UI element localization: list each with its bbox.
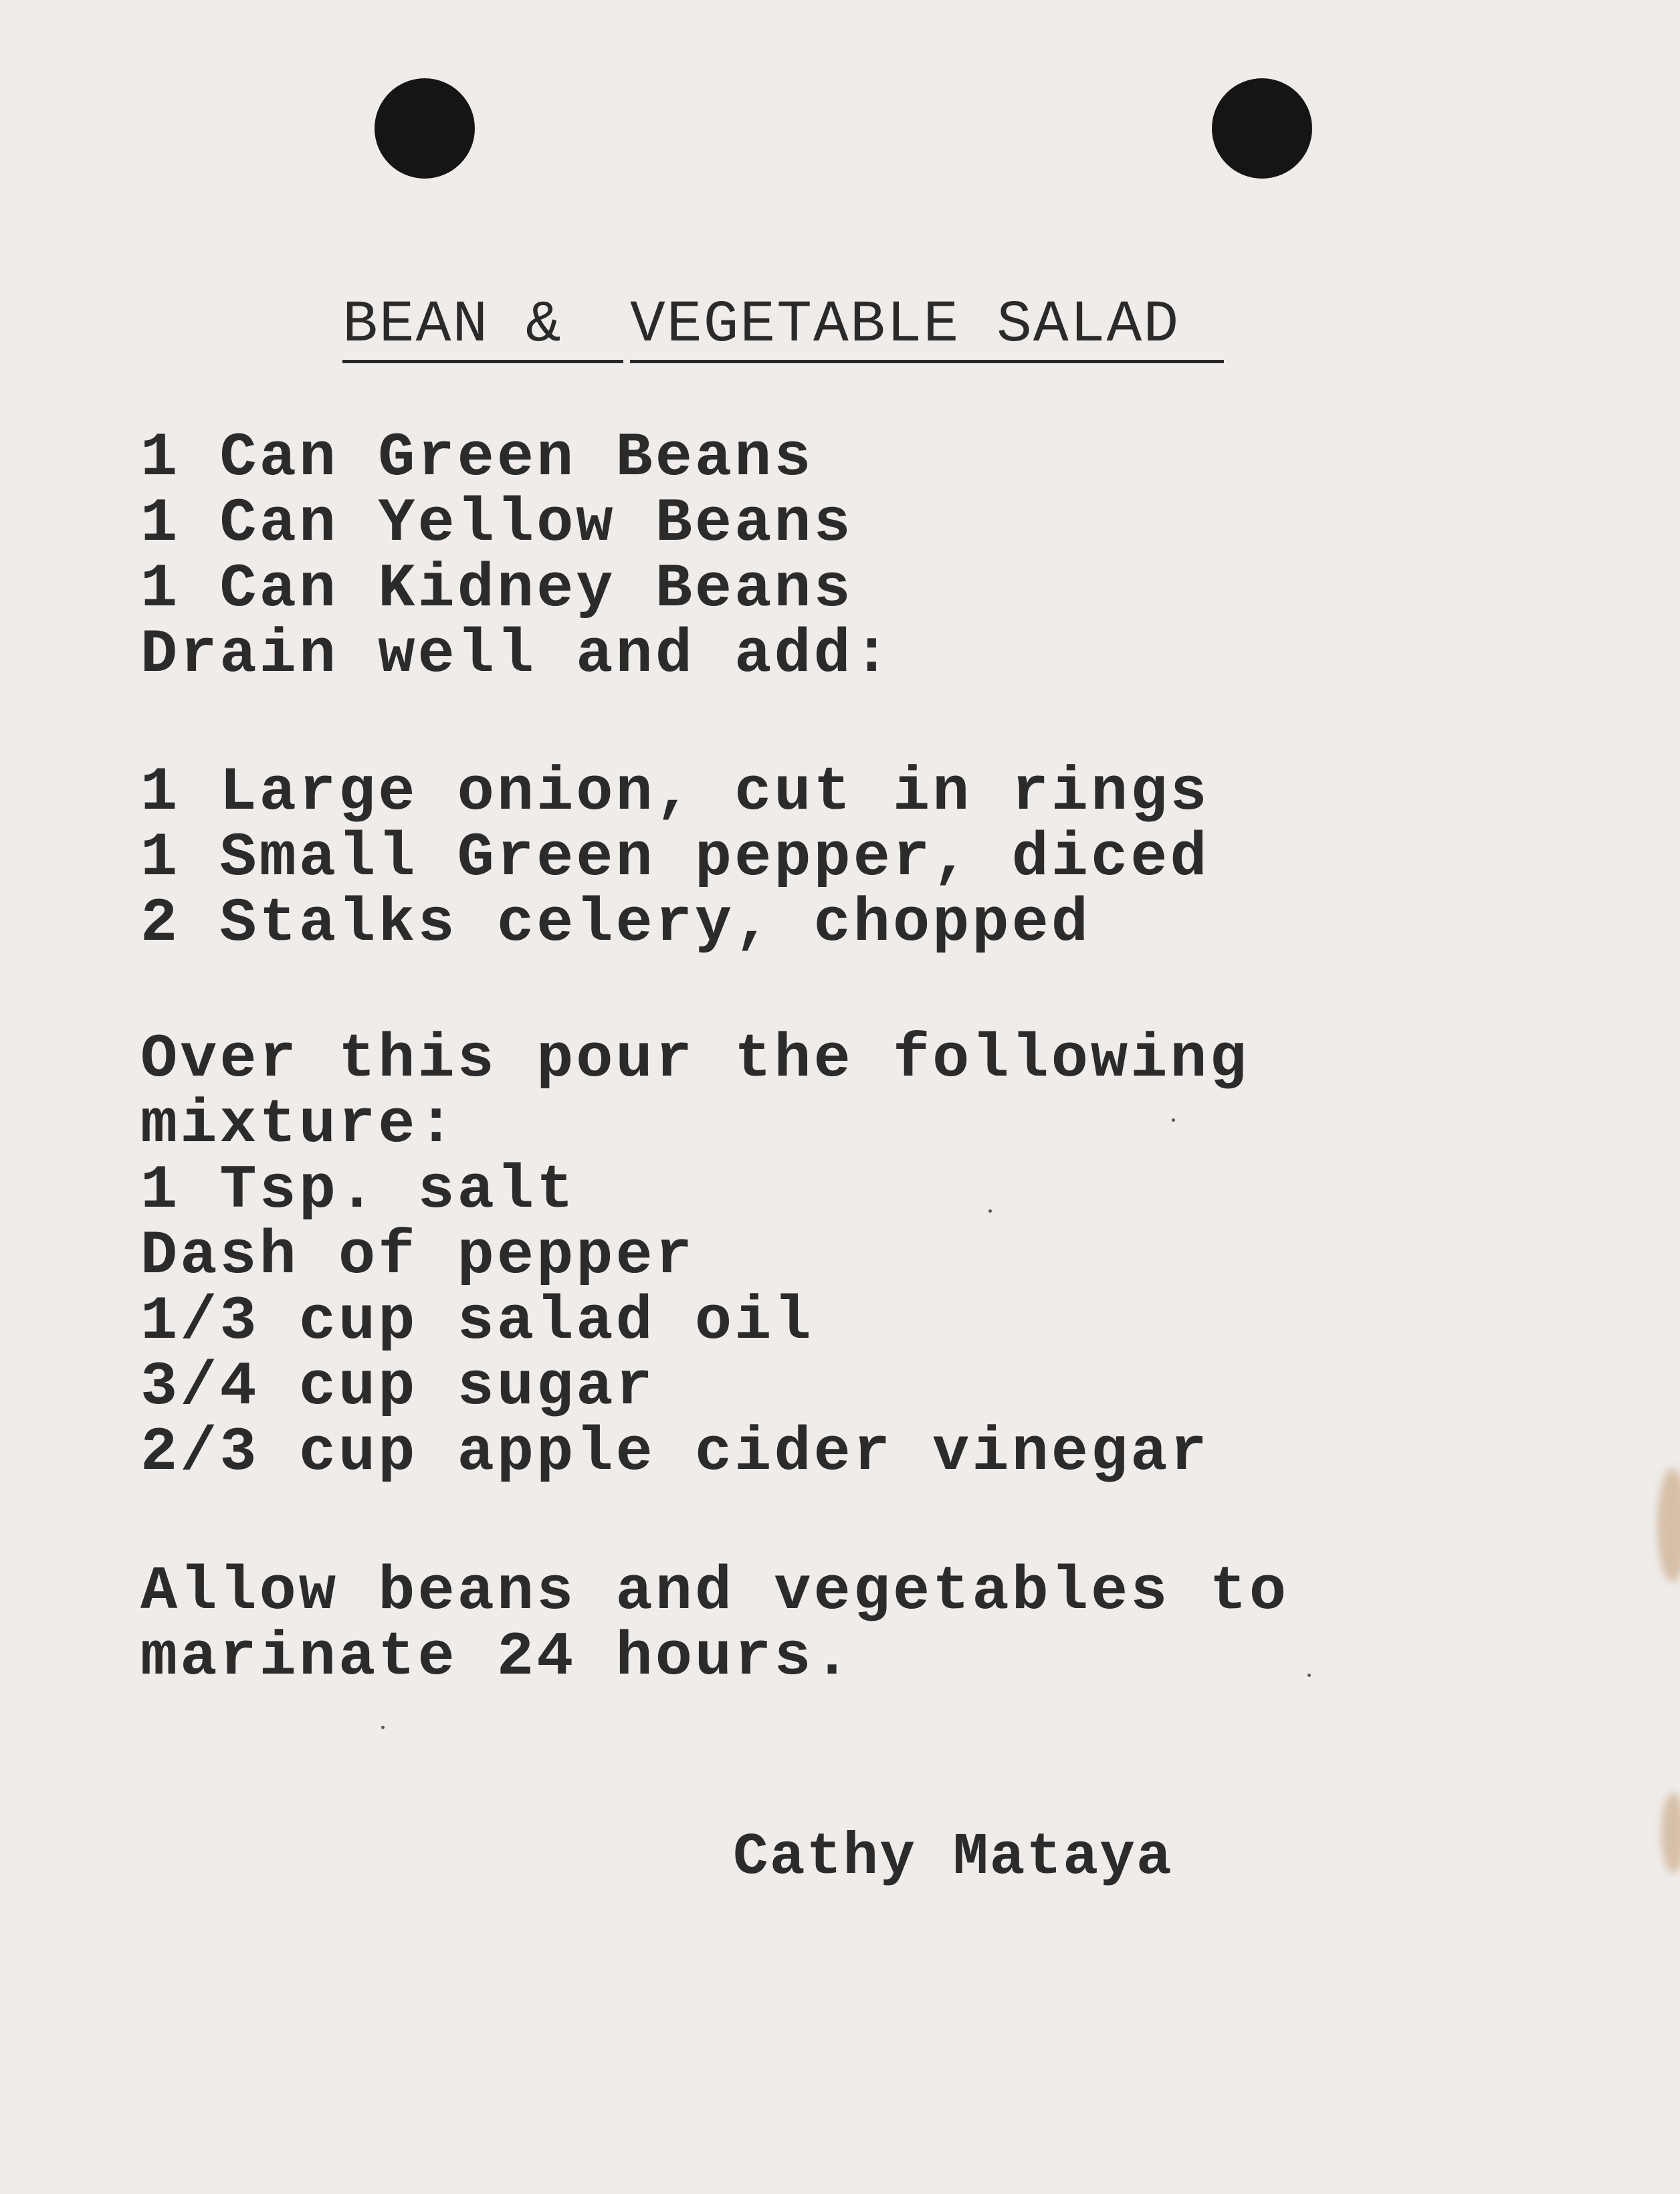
dressing-line: 3/4 cup sugar	[140, 1352, 655, 1422]
stain-mark	[1657, 1468, 1680, 1582]
title-underline	[630, 360, 1224, 363]
punch-hole-right	[1212, 78, 1312, 179]
recipe-title-part-2: VEGETABLE SALAD	[630, 292, 1180, 359]
ingredient-line: 2 Stalks celery, chopped	[140, 888, 1091, 959]
speck-mark	[1307, 1674, 1311, 1677]
title-underline	[342, 360, 623, 363]
instruction-line: marinate 24 hours.	[140, 1622, 853, 1692]
speck-mark	[1172, 1118, 1175, 1122]
instruction-line: mixture:	[140, 1090, 457, 1160]
punch-hole-left	[375, 78, 475, 179]
recipe-title-part-1: BEAN &	[342, 292, 562, 359]
instruction-line: Allow beans and vegetables to	[140, 1557, 1289, 1627]
dressing-line: 1 Tsp. salt	[140, 1155, 576, 1225]
author-name: Cathy Mataya	[733, 1825, 1173, 1891]
ingredient-line: 1 Large onion, cut in rings	[140, 757, 1210, 827]
instruction-line: Drain well and add:	[140, 619, 893, 690]
stain-mark	[1661, 1793, 1680, 1873]
dressing-line: 1/3 cup salad oil	[140, 1286, 814, 1357]
ingredient-line: 1 Can Green Beans	[140, 423, 814, 493]
speck-mark	[988, 1209, 992, 1213]
speck-mark	[381, 1726, 385, 1729]
dressing-line: Dash of pepper	[140, 1221, 695, 1291]
ingredient-line: 1 Can Kidney Beans	[140, 554, 853, 624]
instruction-line: Over this pour the following	[140, 1024, 1249, 1094]
ingredient-line: 1 Small Green pepper, diced	[140, 823, 1210, 893]
dressing-line: 2/3 cup apple cider vinegar	[140, 1417, 1210, 1488]
ingredient-line: 1 Can Yellow Beans	[140, 488, 853, 559]
